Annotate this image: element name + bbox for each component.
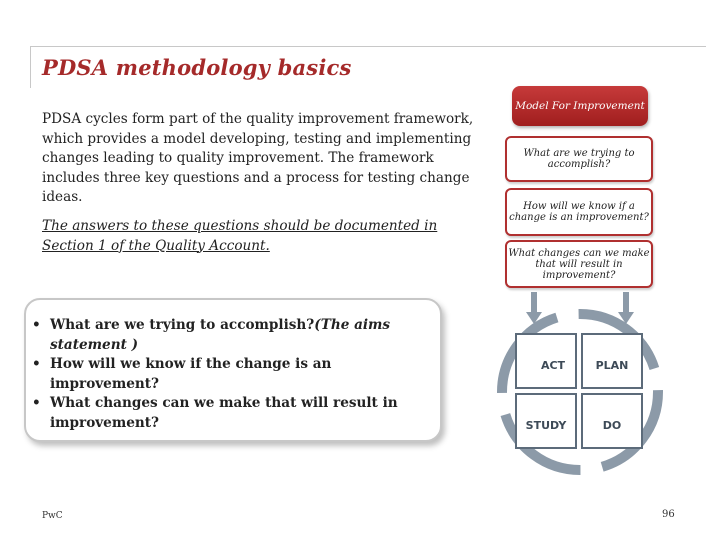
quadrant-label-plan: PLAN	[595, 359, 629, 372]
bullet-text: What are we trying to accomplish?	[50, 317, 315, 333]
page-number: 96	[662, 509, 675, 520]
list-item	[30, 394, 430, 433]
bullet-symbol: •	[32, 395, 41, 411]
question-box-accomplish	[505, 136, 653, 182]
question-label: What are we trying to accomplish?	[523, 148, 635, 170]
pdsa-cycle-diagram	[488, 288, 672, 488]
list-item	[30, 316, 430, 355]
question-box-changes	[505, 240, 653, 288]
bullet-symbol: •	[32, 317, 41, 333]
bullet-text: How will we know if the change is an improvement?	[50, 356, 332, 392]
bullet-note: (The aims statement )	[50, 317, 391, 353]
quadrant-label-act: ACT	[540, 359, 566, 372]
intro-paragraph: PDSA cycles form part of the quality improvement framework, which provides a model developing, testing and implementing changes leading to quality improvement. The framework includes three key questions and a process for testing change ideas.	[42, 111, 474, 205]
quadrant-label-study: STUDY	[525, 419, 567, 432]
question-label: What changes can we make that will result in improvement?	[508, 247, 650, 281]
slide-title: PDSA methodology basics	[42, 55, 352, 80]
quadrant-label-do: DO	[602, 419, 622, 432]
frame-line-left	[30, 46, 31, 88]
frame-line-top	[30, 46, 706, 47]
footer-brand: PwC	[42, 511, 63, 521]
key-questions-list	[30, 316, 430, 433]
model-for-improvement-header	[512, 86, 648, 126]
question-box-improvement	[505, 188, 653, 236]
bullet-text: What changes can we make that will result in improvement?	[50, 395, 398, 431]
bullet-symbol: •	[32, 356, 41, 372]
model-header-label: Model For Improvement	[515, 100, 645, 112]
question-label: How will we know if a change is an improvement?	[509, 201, 649, 223]
documentation-note: The answers to these questions should be documented in Section 1 of the Quality Account.	[42, 218, 438, 254]
list-item	[30, 355, 430, 394]
